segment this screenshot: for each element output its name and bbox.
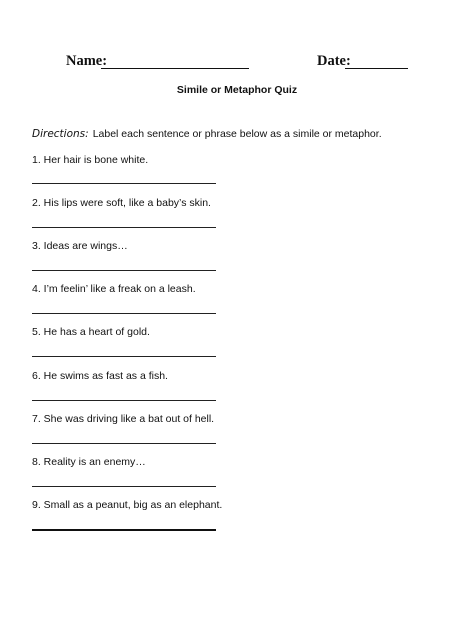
- answer-line-3: [32, 270, 216, 271]
- question-5: 5. He has a heart of gold.: [32, 326, 150, 338]
- question-4: 4. I’m feelin’ like a freak on a leash.: [32, 283, 196, 295]
- question-1: 1. Her hair is bone white.: [32, 154, 149, 166]
- answer-line-7: [32, 443, 216, 444]
- name-blank: [101, 68, 249, 69]
- question-3: 3. Ideas are wings…: [32, 240, 128, 252]
- date-label: Date:: [317, 53, 351, 69]
- question-6: 6. He swims as fast as a fish.: [32, 370, 168, 382]
- answer-line-4: [32, 313, 216, 314]
- answer-line-5: [32, 356, 216, 357]
- directions-label: Directions:: [32, 128, 89, 140]
- question-7: 7. She was driving like a bat out of hell.: [32, 413, 215, 425]
- answer-line-2: [32, 227, 216, 228]
- page-title: Simile or Metaphor Quiz: [176, 84, 298, 96]
- name-label: Name:: [66, 53, 108, 69]
- directions-text: Label each sentence or phrase below as a simile or metaphor.: [92, 128, 382, 140]
- date-blank: [345, 68, 408, 69]
- answer-line-8: [32, 486, 216, 487]
- directions: [32, 128, 382, 140]
- question-2: 2. His lips were soft, like a baby’s skin.: [32, 197, 211, 209]
- header-row: [66, 53, 416, 73]
- question-8: 8. Reality is an enemy…: [32, 456, 146, 468]
- answer-line-1: [32, 183, 216, 184]
- answer-line-9: [32, 529, 216, 531]
- answer-line-6: [32, 400, 216, 401]
- question-9: 9. Small as a peanut, big as an elephant.: [32, 499, 223, 511]
